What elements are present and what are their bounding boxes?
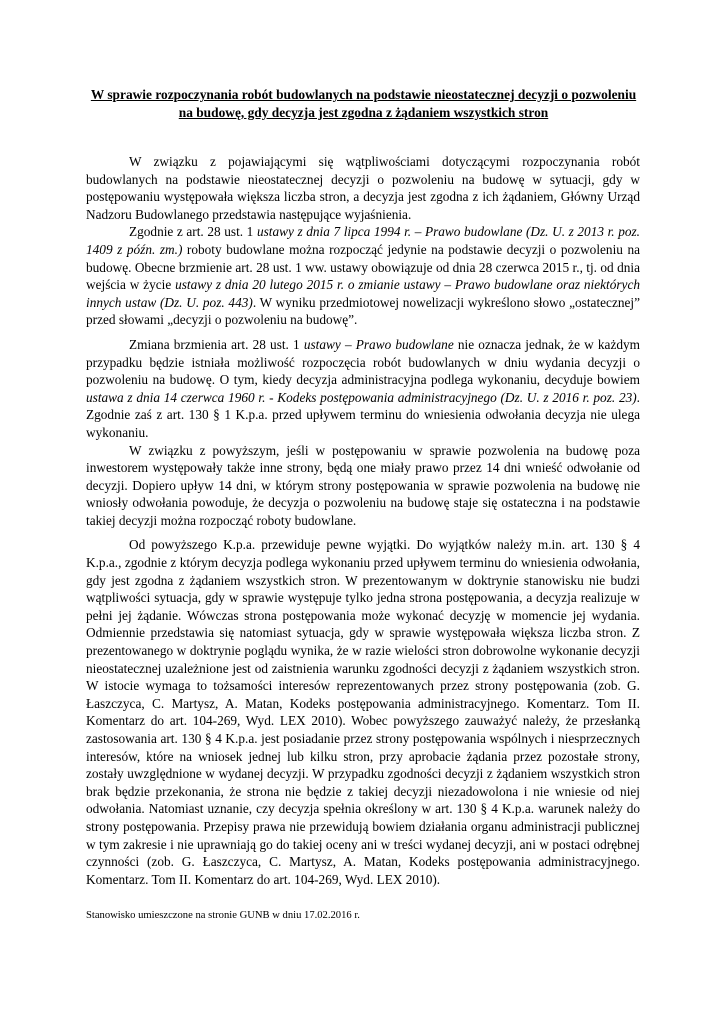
text-run: W związku z pojawiającymi się wątpliwościami dotyczącymi rozpoczynania robót budowlanych na podstawie nieostatecznej decyzji o pozwoleniu na budowę w sytuacji, gdy w postępowaniu występowała większa liczba stron, a decyzja jest zgodna z ich żądaniem, Główny Urząd Nadzoru Budowlanego przedstawia następujące wyjaśnienia. [86, 154, 640, 222]
text-run: roboty budowlane można rozpocząć jedynie na podstawie decyzji o pozwoleniu na budowę. Obecne brzmienie art. 28 ust. 1 ww. ustawy obowiązuje od dnia 28 czerwca 2015 r., tj. od dnia wejścia w życie [86, 241, 641, 293]
text-run: Zmiana brzmienia art. 28 ust. 1 [129, 336, 304, 352]
italic-citation: ustawy z dnia 20 lutego 2015 r. o zmianie ustawy – Prawo budowlane oraz niektórych innych ustaw (Dz. U. poz. 443) [86, 277, 640, 310]
text-run: Od powyższego K.p.a. przewiduje pewne wyjątki. Do wyjątków należy m.in. art. 130 § 4 K.p.a., zgodnie z którym decyzja podlega wykonaniu przed upływem terminu do wniesienia odwołania, gdy jest zgodna z żądaniem wszystkich stron. W prezentowanym w doktrynie stanowisku nie budzi wątpliwości sytuacja, gdy w sprawie występuje tylko jedna strona postępowania, a decyzja realizuje w pełni jej żądanie. Wówczas strona postępowania może wykonać decyzję w momencie jej wydania. Odmiennie przedstawia się natomiast sytuacja, gdy w sprawie występowała większa liczba stron. Z prezentowanego w doktrynie poglądu wynika, że w razie wielości stron dobrowolne wykonanie decyzji nieostatecznej uzależnione jest od zaistnienia warunku zgodności decyzji z żądaniem wszystkich stron. W istocie wymaga to tożsamości interesów reprezentowanych przez strony postępowania (zob. G. Łaszczyca, C. Martysz, A. Matan, Kodeks postępowania administracyjnego. Komentarz. Tom II. Komentarz do art. 104-269, Wyd. LEX 2010). Wobec powyższego zauważyć należy, że przesłanką zastosowania art. 130 § 4 K.p.a. jest posiadanie przez strony postępowania wspólnych i niesprzecznych interesów, które na wniosek jednej lub kilku stron, przy aprobacie żądania przez pozostałe strony, zostały uwzględnione w wydanej decyzji. W przypadku zgodności decyzji z żądaniem wszystkich stron brak będzie przekonania, że strona nie będzie z takiej decyzji niezadowolona i nie wniesie od niej odwołania. Natomiast uznanie, czy decyzja spełnia określony w art. 130 § 4 K.p.a. warunek należy do strony postępowania. Przepisy prawa nie przewidują bowiem działania organu administracji publicznej w tym zakresie i nie uprawniają go do takiej oceny ani w treści wydanej decyzji, ani w postaci odrębnej czynności (zob. G. Łaszczyca, C. Martysz, A. Matan, Kodeks postępowania administracyjnego. Komentarz. Tom II. Komentarz do art. 104-269, Wyd. LEX 2010). [86, 537, 640, 887]
paragraph [86, 223, 640, 329]
publication-note: Stanowisko umieszczone na stronie GUNB w dniu 17.02.2016 r. [86, 910, 360, 921]
text-run: . Zgodnie zaś z art. 130 § 1 K.p.a. przed upływem terminu do wniesienia odwołania decyzja nie ulega wykonaniu. [86, 389, 640, 440]
text-run: nie oznacza jednak, że w każdym przypadku będzie istniała możliwość rozpoczęcia robót budowlanych w dniu wydania decyzji o pozwoleniu na budowę. O tym, kiedy decyzja administracyjna podlega wykonaniu, decyduje bowiem [86, 336, 640, 388]
italic-citation: ustawy – Prawo budowlane [303, 336, 454, 352]
italic-citation: ustawy z dnia 7 lipca 1994 r. – Prawo budowlane (Dz. U. z 2013 r. poz. 1409 z późn. zm.) [86, 224, 641, 257]
paragraph [86, 442, 640, 530]
paragraph [86, 336, 640, 442]
paragraph [86, 153, 640, 223]
document-title: W sprawie rozpoczynania robót budowlanych na podstawie nieostatecznej decyzji o pozwoleniu na budowę, gdy decyzja jest zgodna z żądaniem wszystkich stron [90, 87, 637, 120]
text-run: W związku z powyższym, jeśli w postępowaniu w sprawie pozwolenia na budowę poza inwestorem występowały także inne strony, będą one miały prawo przez 14 dni wnieść odwołanie od decyzji. Dopiero upływ 14 dni, w którym strony postępowania w sprawie pozwolenia na budowę nie wniosły odwołania powoduje, że decyzja o pozwoleniu na budowę staje się ostateczna i na podstawie takiej decyzji można rozpocząć roboty budowlane. [86, 442, 640, 528]
document-body [86, 153, 640, 888]
text-run: . W wyniku przedmiotowej nowelizacji wykreślono słowo „ostatecznej” przed słowami „decyzji o pozwoleniu na budowę”. [86, 294, 640, 328]
text-run: Zgodnie z art. 28 ust. 1 [129, 224, 257, 240]
italic-citation: ustawa z dnia 14 czerwca 1960 r. - Kodeks postępowania administracyjnego (Dz. U. z 2016 r. poz. 23) [86, 389, 637, 405]
paragraph [86, 536, 640, 888]
